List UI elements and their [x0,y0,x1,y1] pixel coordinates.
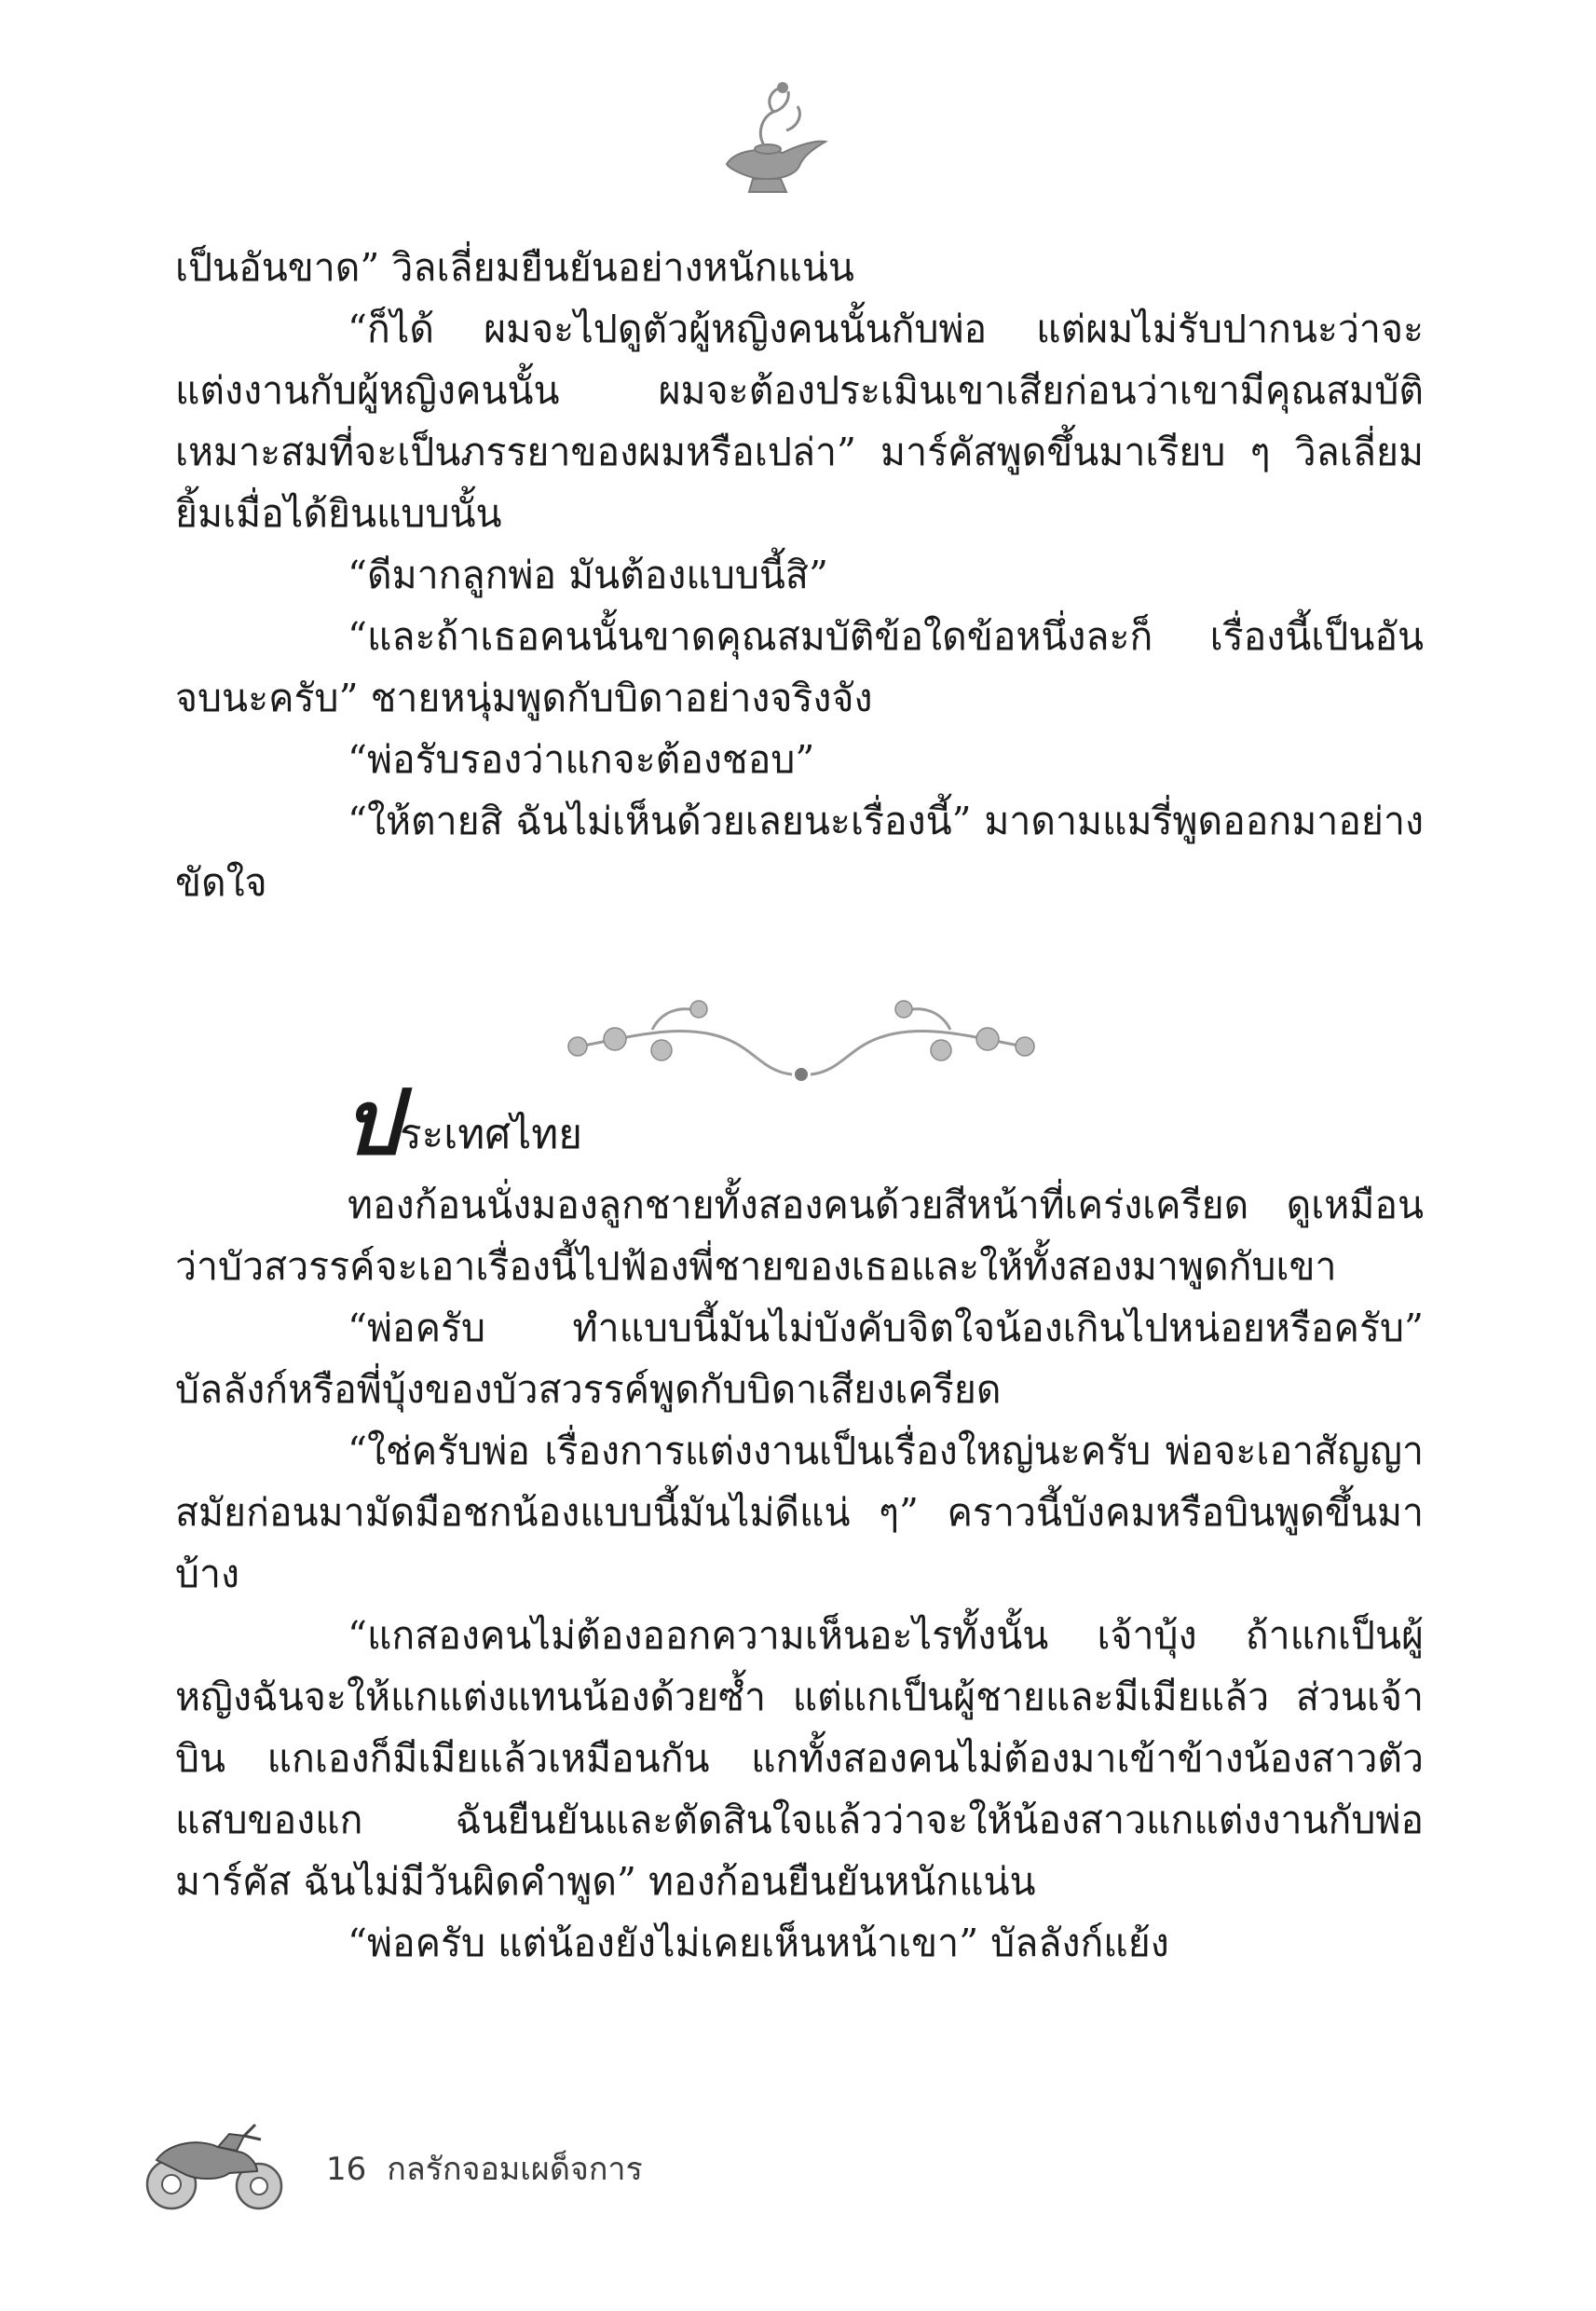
section-heading [343,1071,583,1177]
section-heading-text: ระเทศไทย [399,1111,583,1158]
genie-lamp-icon [708,75,839,205]
paragraph: “ดีมากลูกพ่อ มันต้องแบบนี้สิ” [348,553,828,597]
paragraph: “ก็ได้ ผมจะไปดูตัวผู้หญิงคนนั้นกับพ่อ แต่ผมไม่รับปากนะว่าจะแต่งงานกับผู้หญิงคนนั้น ผมจะต้องประเมินเขาเสียก่อนว่าเขามีคุณสมบัติเหมาะสมที่จะเป็นภรรยาของผมหรือเปล่า” มาร์คัสพูดขึ้นมาเรียบ ๆ วิลเลี่ยมยิ้มเมื่อได้ยินแบบนั้น [175,307,1424,536]
paragraph: “ใช่ครับพ่อ เรื่องการแต่งงานเป็นเรื่องใหญ่นะครับ พ่อจะเอาสัญญาสมัยก่อนมามัดมือชกน้องแบบนี้มันไม่ดีแน่ ๆ” คราวนี้บังคมหรือบินพูดขึ้นมาบ้าง [175,1429,1424,1596]
paragraph: “และถ้าเธอคนนั้นขาดคุณสมบัติข้อใดข้อหนึ่งละก็ เรื่องนี้เป็นอันจบนะครับ” ชายหนุ่มพูดกับบิดาอย่างจริงจัง [175,614,1424,720]
paragraph: “พ่อครับ ทำแบบนี้มันไม่บังคับจิตใจน้องเกินไปหน่อยหรือครับ” บัลลังก์หรือพี่บุ้งของบัวสวรรค์พูดกับบิดาเสียงเครียด [175,1306,1424,1412]
text-block-top [175,237,1424,913]
page-number: 16 [326,2151,367,2188]
page-footer [326,2143,643,2194]
paragraph: ทองก้อนนั่งมองลูกชายทั้งสองคนด้วยสีหน้าที่เคร่งเครียด ดูเหมือนว่าบัวสวรรค์จะเอาเรื่องนี้ไปฟ้องพี่ชายของเธอและให้ทั้งสองมาพูดกับเขา [175,1183,1424,1289]
paragraph: “พ่อครับ แต่น้องยังไม่เคยเห็นหน้าเขา” บัลลังก์แย้ง [348,1921,1169,1965]
floral-vine-divider [550,983,1053,1104]
paragraph: “พ่อรับรองว่าแกจะต้องชอบ” [348,737,815,782]
drop-cap: ป [343,1071,400,1175]
text-block-bottom [175,1174,1424,1974]
paragraph: “ให้ตายสิ ฉันไม่เห็นด้วยเลยนะเรื่องนี้” มาดามแมรี่พูดออกมาอย่างขัดใจ [175,799,1424,905]
paragraph: เป็นอันขาด” วิลเลี่ยมยืนยันอย่างหนักแน่น [175,245,854,290]
paragraph: “แกสองคนไม่ต้องออกความเห็นอะไรทั้งนั้น เจ้าบุ้ง ถ้าแกเป็นผู้หญิงฉันจะให้แกแต่งแทนน้องด้วยซ้ำ แต่แกเป็นผู้ชายและมีเมียแล้ว ส่วนเจ้าบิน แกเองก็มีเมียแล้วเหมือนกัน แกทั้งสองคนไม่ต้องมาเข้าข้างน้องสาวตัวแสบของแก ฉันยืนยันและตัดสินใจแล้วว่าจะให้น้องสาวแกแต่งงานกับพ่อมาร์คัส ฉันไม่มีวันผิดคำพูด” ทองก้อนยืนยันหนักแน่น [175,1613,1424,1904]
book-title: กลรักจอมเผด็จการ [387,2151,643,2188]
motorcycle-icon [140,2115,289,2218]
